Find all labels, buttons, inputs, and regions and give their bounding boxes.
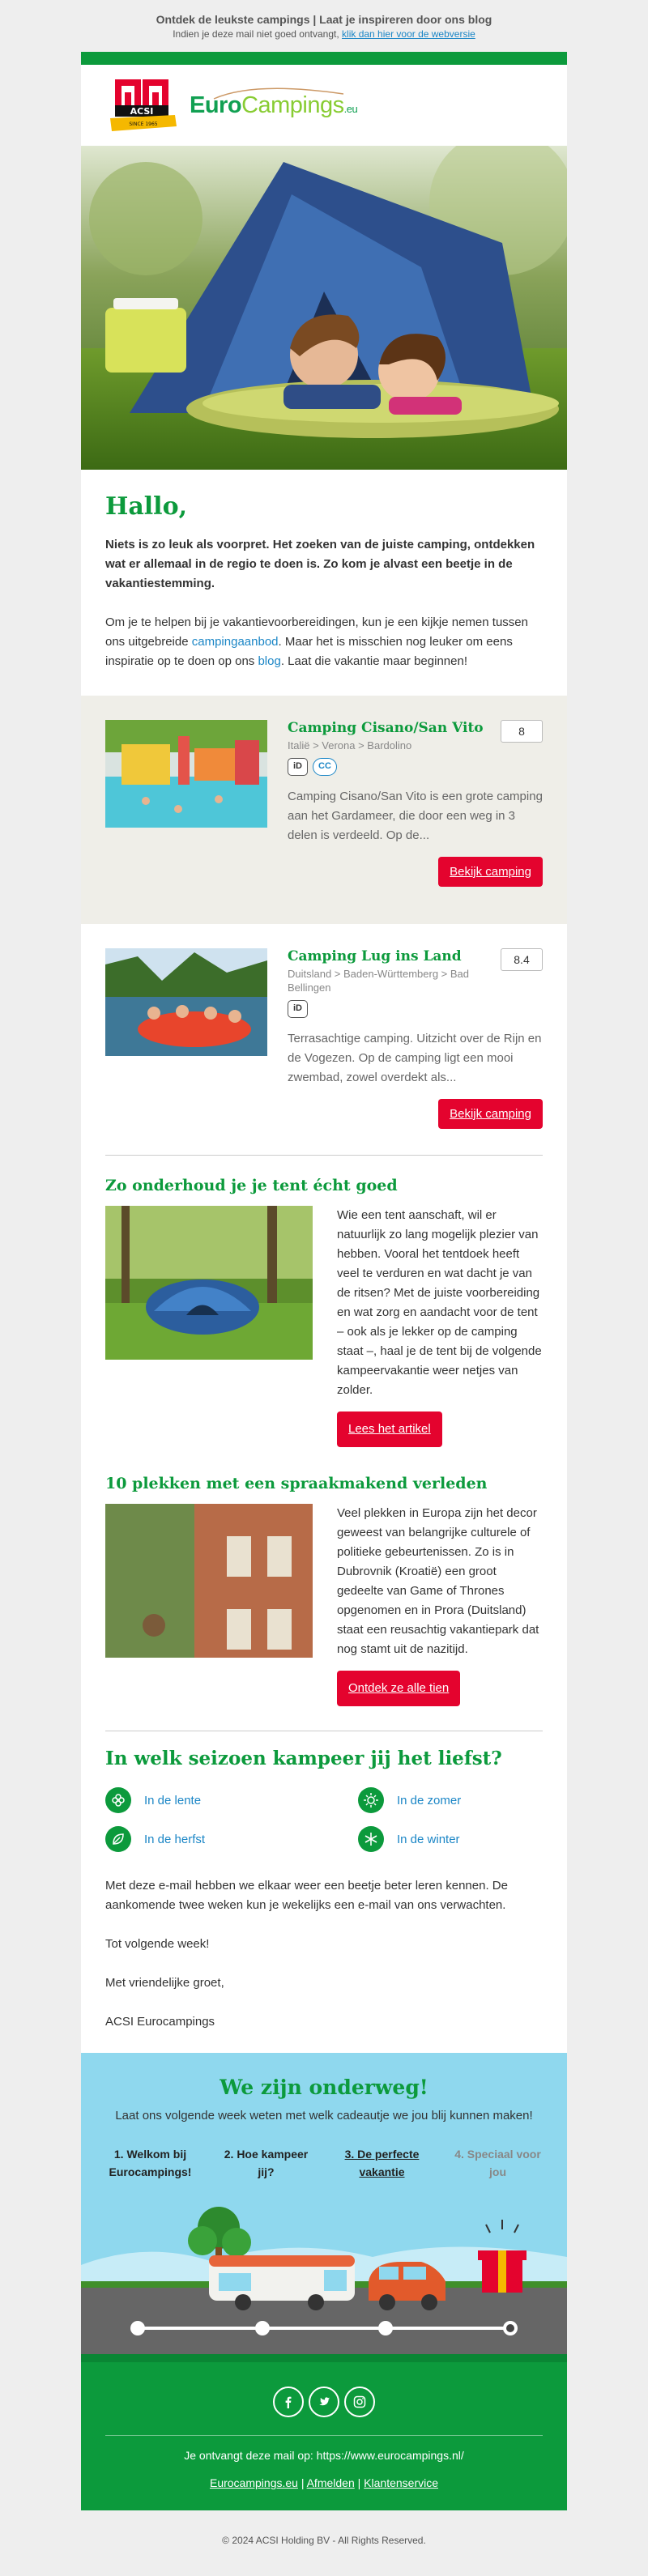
camping-photo-rafting[interactable] (105, 948, 267, 1056)
preheader (0, 0, 648, 52)
camping-description: Terrasachtige camping. Uitzicht over de Rijn en de Vogezen. Op de camping ligt een mooi zwembad, zowel overdekt als... (288, 1032, 542, 1084)
season-winter[interactable] (358, 1826, 543, 1852)
afmelden-link[interactable]: Afmelden (306, 2476, 355, 2489)
lees-het-artikel-button[interactable]: Lees het artikel (337, 1411, 442, 1447)
onderweg-lead: Laat ons volgende week weten met welk cadeautje we jou blij kunnen maken! (115, 2109, 533, 2123)
blog-link[interactable]: blog (258, 654, 281, 668)
logo-header (81, 65, 567, 146)
article-block (81, 1471, 567, 1731)
intro-text-a: Om je te helpen bij je vakantievoorbereidingen, kun je een kijkje nemen tussen ons uitgebreide (105, 615, 528, 649)
camping-badges (288, 1000, 543, 1018)
footer-separator: | (301, 2476, 305, 2489)
camping-score: 8.4 (501, 948, 543, 971)
footer-divider (105, 2435, 543, 2436)
journey-step-current: 3. De perfecte vakantie (344, 2148, 420, 2178)
camping-name[interactable]: Camping Lug ins Land (288, 948, 462, 964)
season-spring[interactable] (105, 1787, 358, 1813)
campingaanbod-link[interactable]: campingaanbod (191, 635, 279, 649)
intro-paragraph (105, 613, 543, 671)
twitter-icon[interactable] (309, 2387, 339, 2417)
bekijk-camping-button[interactable]: Bekijk camping (438, 1099, 543, 1129)
camping-card (81, 696, 567, 924)
article-heading[interactable]: Zo onderhoud je je tent écht goed (105, 1177, 398, 1194)
camping-description: Camping Cisano/San Vito is een grote camping aan het Gardameer, die door een weg in 3 delen is verdeeld. Op de... (288, 790, 543, 842)
email-body (81, 52, 567, 2510)
intro-bold-paragraph: Niets is zo leuk als voorpret. Het zoeken van de juiste camping, ontdekken wat er allemaal in de regio te doen is. Zo kom je alvast een beetje in de vakantiestemming. (105, 538, 535, 590)
outro-section (81, 1868, 567, 2053)
footer-separator: | (357, 2476, 361, 2489)
seasons-heading: In welk seizoen kampeer jij het liefst? (105, 1748, 502, 1769)
season-autumn[interactable] (105, 1826, 358, 1852)
onderweg-banner (81, 2053, 567, 2354)
outro-greeting: Met vriendelijke groet, (105, 1976, 224, 1990)
sun-icon (358, 1787, 384, 1813)
camping-badges (288, 758, 543, 776)
article-photo-ruins[interactable] (105, 1504, 313, 1658)
social-links (105, 2387, 543, 2417)
seasons-section (81, 1731, 567, 1868)
brand-part1: Euro (190, 92, 242, 118)
copyright: © 2024 ACSI Holding BV - All Rights Reserved. (222, 2535, 426, 2546)
hero-image (81, 146, 567, 470)
ontdek-ze-alle-tien-button[interactable]: Ontdek ze alle tien (337, 1671, 460, 1706)
facebook-icon[interactable] (273, 2387, 304, 2417)
eurocampings-logo[interactable] (190, 92, 357, 119)
article-heading[interactable]: 10 plekken met een spraakmakend verleden (105, 1475, 488, 1492)
journey-steps (81, 2145, 567, 2181)
bekijk-camping-button[interactable]: Bekijk camping (438, 857, 543, 887)
onderweg-heading: We zijn onderweg! (220, 2076, 428, 2099)
season-spring-link[interactable]: In de lente (144, 1793, 202, 1807)
road-trip-illustration (81, 2192, 567, 2354)
acsi-logo-text: ACSI (130, 106, 154, 117)
greeting-heading: Hallo, (105, 492, 188, 521)
article-block (81, 1156, 567, 1471)
intro-section (81, 470, 567, 696)
preheader-notice-text: Indien je deze mail niet goed ontvangt, (173, 28, 339, 40)
instagram-icon[interactable] (344, 2387, 375, 2417)
preheader-title: Ontdek de leukste campings | Laat je inspireren door ons blog (156, 13, 492, 26)
footer-links (105, 2476, 543, 2489)
intro-text-c: . Laat die vakantie maar beginnen! (280, 654, 467, 668)
brand-part2: Campings (241, 92, 344, 118)
camping-card-body (288, 720, 543, 900)
camping-name[interactable]: Camping Cisano/San Vito (288, 720, 484, 736)
camping-photo-pool[interactable] (105, 720, 267, 828)
acsi-logo[interactable] (109, 75, 178, 136)
eurocampings-link[interactable]: Eurocampings.eu (209, 2476, 298, 2489)
footer-mail-notice: Je ontvangt deze mail op: https://www.eurocampings.nl/ (184, 2449, 464, 2462)
journey-step: 2. Hoe kampeer jij? (224, 2148, 309, 2178)
blossom-icon (105, 1787, 131, 1813)
id-badge-icon: iD (288, 1000, 308, 1018)
klantenservice-link[interactable]: Klantenservice (364, 2476, 438, 2489)
top-green-bar (81, 52, 567, 65)
cc-badge-icon: CC (313, 758, 337, 776)
camping-location: Italië > Verona > Bardolino (288, 739, 412, 752)
article-photo-tent[interactable] (105, 1206, 313, 1360)
outro-paragraph: Met deze e-mail hebben we elkaar weer een beetje beter leren kennen. De aankomende twee weken kun je wekelijks een e-mail van ons verwachten. (105, 1879, 508, 1912)
season-summer-link[interactable]: In de zomer (397, 1793, 462, 1807)
camping-score: 8 (501, 720, 543, 743)
preheader-notice (0, 28, 648, 40)
camping-card-body (288, 948, 543, 1130)
camping-card (81, 924, 567, 1155)
brand-tld: .eu (343, 102, 358, 115)
article-text: Veel plekken in Europa zijn het decor geweest van belangrijke culturele of politieke gebeurtenissen. Zo is in Dubrovnik (Kroatië) een groot gedeelte van Game of Thrones opgenomen en in Prora (Duitsland) staat een reusachtig vakantiepark dat nog stamt uit de nazitijd. (337, 1506, 539, 1656)
webversion-link[interactable]: klik dan hier voor de webversie (342, 28, 475, 40)
camping-location: Duitsland > Baden-Württemberg > Bad Bellingen (288, 968, 470, 994)
journey-step-upcoming: 4. Speciaal voor jou (454, 2148, 541, 2178)
footer (81, 2354, 567, 2510)
snowflake-icon (358, 1826, 384, 1852)
season-winter-link[interactable]: In de winter (397, 1832, 460, 1846)
article-text: Wie een tent aanschaft, wil er natuurlijk zo lang mogelijk plezier van hebben. Vooral het tentdoek heeft veel te verduren en wat dacht je van de ritsen? Met de juiste voorbereiding en wat zorg en aandacht voor de tent – ook als je lekker op de camping staat –, haal je de tent bij de volgende kampeervakantie weer netjes van zolder. (337, 1208, 542, 1397)
leaf-icon (105, 1826, 131, 1852)
season-summer[interactable] (358, 1787, 543, 1813)
acsi-since-text: SINCE 1965 (129, 121, 158, 127)
outro-signature: ACSI Eurocampings (105, 2015, 215, 2029)
season-autumn-link[interactable]: In de herfst (144, 1832, 206, 1846)
intro-text-b: . Maar het is misschien nog leuker om eens inspiratie op te doen op ons (105, 635, 513, 668)
outro-closing: Tot volgende week! (105, 1937, 210, 1951)
id-badge-icon: iD (288, 758, 308, 776)
journey-step: 1. Welkom bij Eurocampings! (109, 2148, 192, 2178)
